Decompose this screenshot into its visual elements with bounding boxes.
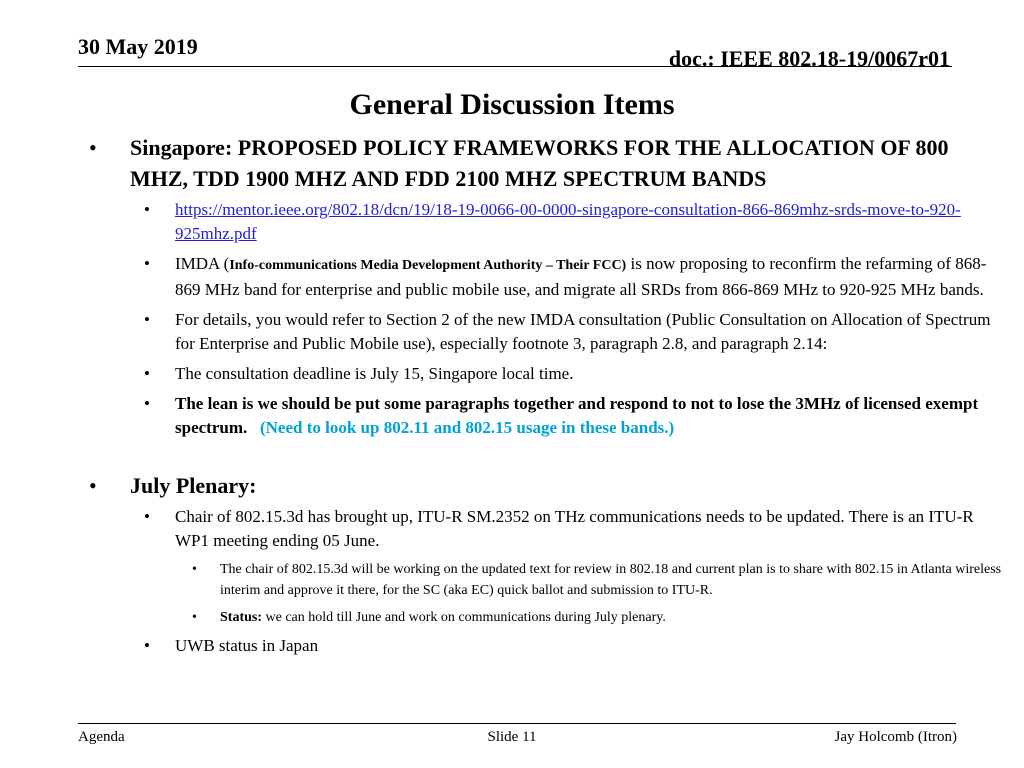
bullet-imda bbox=[0, 252, 1024, 302]
bullet-dot: • bbox=[144, 394, 150, 413]
bullet-deadline bbox=[0, 362, 1024, 386]
mentor-link[interactable]: https://mentor.ieee.org/802.18/dcn/19/18-19-0066-00-0000-singapore-consultation-866-869mhz-srds-move-to-920-925mhz.pdf bbox=[175, 200, 961, 243]
bullet-dot: • bbox=[144, 636, 150, 655]
bullet-lean bbox=[0, 392, 1024, 440]
sub-chair-text: The chair of 802.15.3d will be working on the updated text for review in 802.18 and current plan is to share with 802.15 in Atlanta wireless interim and approve it there, for the SC (aka EC) quick ballot and submission to ITU-R. bbox=[220, 562, 1002, 598]
bullet-dot: • bbox=[192, 562, 197, 577]
bullet-chair bbox=[0, 505, 1024, 553]
singapore-heading: Singapore: PROPOSED POLICY FRAMEWORKS FOR THE ALLOCATION OF 800 MHZ, TDD 1900 MHZ AND FDD 2100 MHZ SPECTRUM BANDS bbox=[130, 135, 949, 191]
imda-prefix: IMDA ( bbox=[175, 254, 230, 273]
footer-divider bbox=[78, 723, 956, 724]
lean-note: (Need to look up 802.11 and 802.15 usage in these bands.) bbox=[259, 418, 675, 437]
bullet-dot: • bbox=[144, 310, 150, 329]
lean-text: The lean is we should be put some paragraphs together and respond to not to lose the 3MHz of licensed exempt spectrum. bbox=[175, 394, 979, 437]
bullet-dot: • bbox=[89, 135, 97, 160]
uwb-text: UWB status in Japan bbox=[175, 636, 319, 655]
bullet-sub-chair bbox=[0, 559, 1024, 601]
bullet-dot: • bbox=[89, 473, 97, 498]
bullet-singapore bbox=[0, 132, 1024, 194]
status-text: we can hold till June and work on communications during July plenary. bbox=[262, 610, 666, 625]
slide-title: General Discussion Items bbox=[349, 88, 675, 121]
imda-expansion: Info-communications Media Development Authority – Their FCC) bbox=[229, 258, 627, 273]
header-divider bbox=[78, 66, 952, 67]
bullet-link bbox=[0, 198, 1024, 246]
header-doc-id: doc.: IEEE 802.18-19/0067r01 bbox=[668, 46, 950, 71]
bullet-details bbox=[0, 308, 1024, 356]
footer-author: Jay Holcomb (Itron) bbox=[834, 729, 957, 745]
bullet-dot: • bbox=[144, 507, 150, 526]
bullet-dot: • bbox=[144, 200, 150, 219]
deadline-text: The consultation deadline is July 15, Singapore local time. bbox=[175, 364, 574, 383]
chair-text: Chair of 802.15.3d has brought up, ITU-R SM.2352 on THz communications needs to be updated. There is an ITU-R WP1 meeting ending 05 June. bbox=[175, 507, 974, 550]
bullet-uwb bbox=[0, 634, 1024, 658]
slide-content bbox=[0, 132, 1024, 658]
footer-left: Agenda bbox=[78, 729, 125, 745]
footer-slide-number: Slide 11 bbox=[487, 729, 537, 745]
header-date: 30 May 2019 bbox=[78, 34, 198, 59]
bullet-status bbox=[0, 607, 1024, 628]
july-heading: July Plenary: bbox=[130, 473, 257, 498]
imda-text: is now proposing to reconfirm the refarming of 868-869 MHz band for enterprise and public mobile use, and migrate all SRDs from 866-869 MHz to 920-925 MHz bands. bbox=[175, 254, 987, 299]
status-label: Status: bbox=[220, 610, 263, 625]
bullet-dot: • bbox=[192, 610, 197, 625]
details-text: For details, you would refer to Section 2 of the new IMDA consultation (Public Consultation on Allocation of Spectrum for Enterprise and Public Mobile use), especially footnote 3, paragraph 2.8, and paragraph 2.14: bbox=[175, 310, 991, 353]
bullet-july-plenary bbox=[0, 470, 1024, 501]
bullet-dot: • bbox=[144, 364, 150, 383]
bullet-dot: • bbox=[144, 254, 150, 273]
